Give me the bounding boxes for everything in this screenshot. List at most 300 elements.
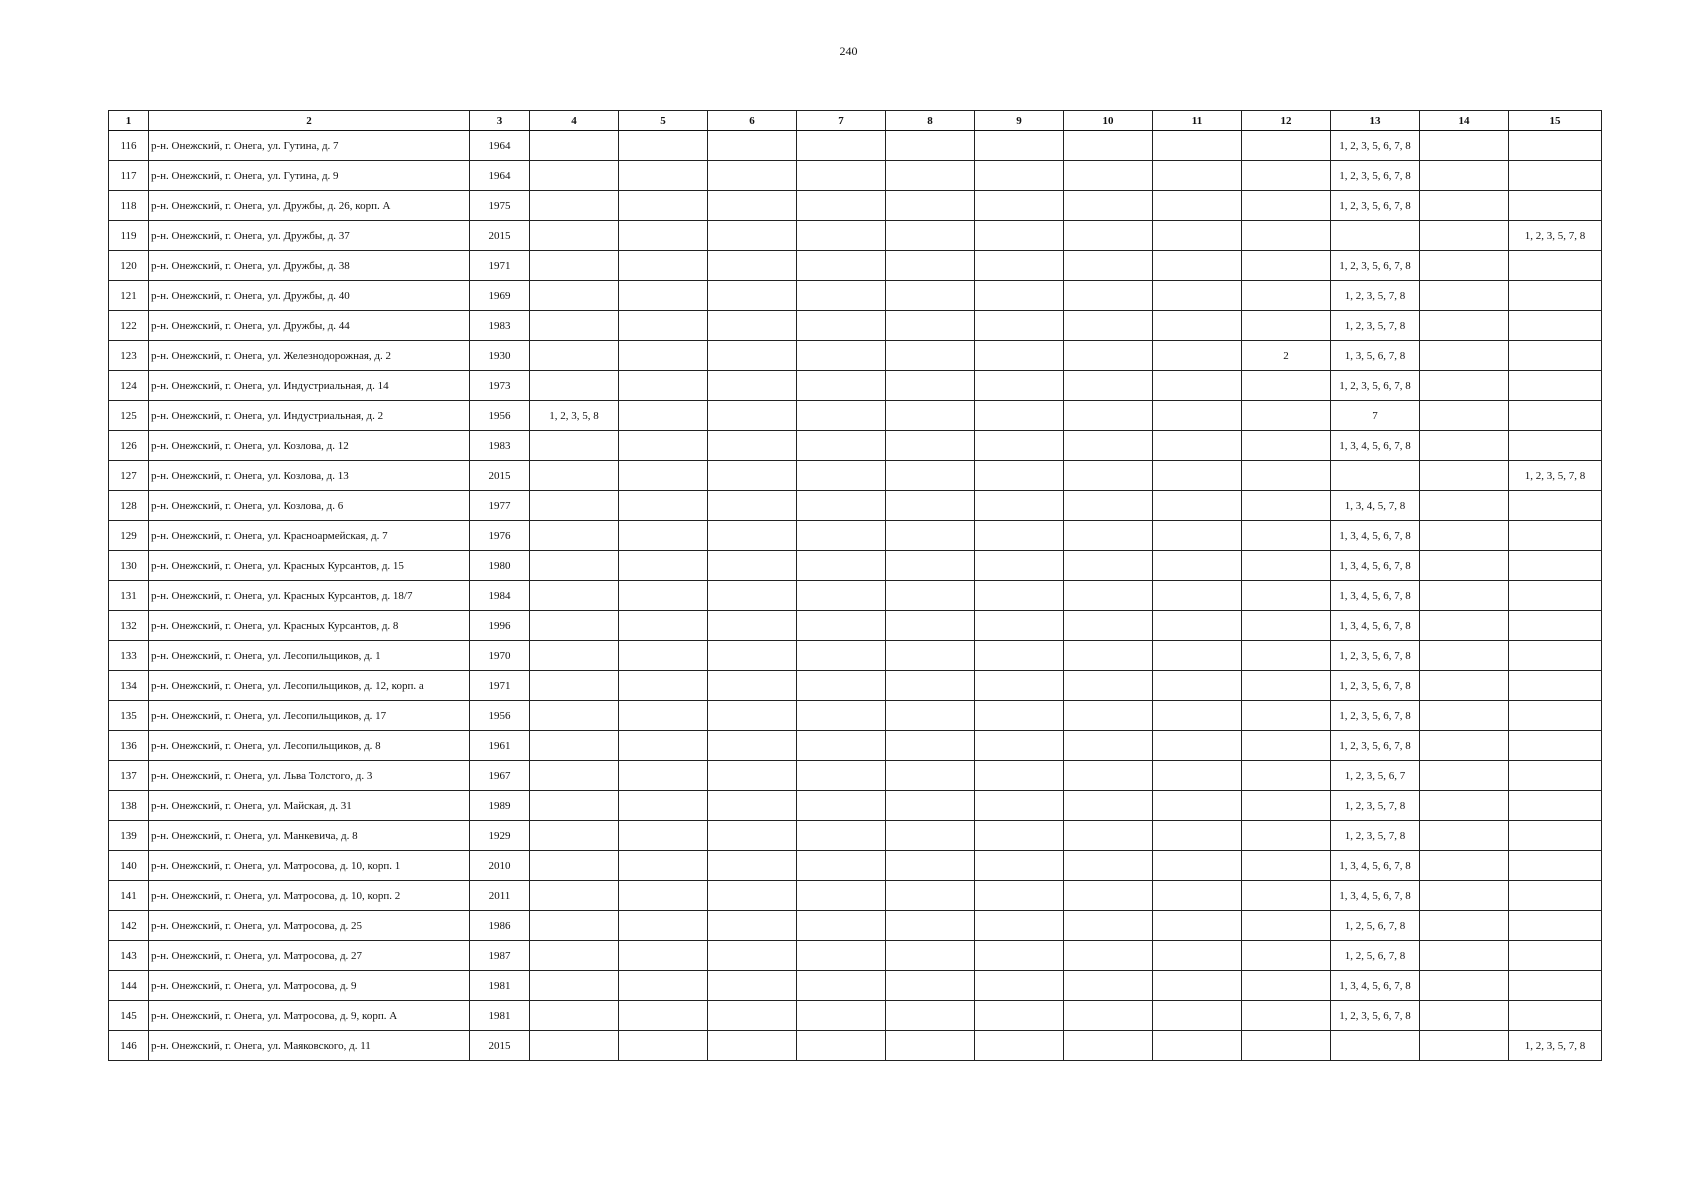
table-cell [619,971,708,1001]
table-row [109,521,1602,551]
table-cell [886,611,975,641]
table-cell [797,131,886,161]
table-cell [1064,131,1153,161]
table-cell [530,761,619,791]
table-cell [886,821,975,851]
table-cell [975,941,1064,971]
table-cell [708,821,797,851]
table-cell [1331,221,1420,251]
table-cell [619,731,708,761]
table-cell [797,1031,886,1061]
table-row [109,641,1602,671]
table-cell [530,671,619,701]
table-cell [619,371,708,401]
row-number-cell: 122 [109,311,149,341]
address-cell: р-н. Онежский, г. Онега, ул. Манкевича, д. 8 [149,821,470,851]
table-cell [1242,491,1331,521]
table-cell [975,131,1064,161]
table-cell [1153,371,1242,401]
address-cell: р-н. Онежский, г. Онега, ул. Матросова, д. 10, корп. 2 [149,881,470,911]
table-cell [1064,281,1153,311]
table-row [109,671,1602,701]
table-cell: 1, 3, 5, 6, 7, 8 [1331,341,1420,371]
table-cell [1509,731,1602,761]
table-cell [797,371,886,401]
address-cell: р-н. Онежский, г. Онега, ул. Козлова, д. 12 [149,431,470,461]
table-cell: 1, 2, 3, 5, 6, 7, 8 [1331,1001,1420,1031]
table-cell [1064,671,1153,701]
table-cell [1064,251,1153,281]
table-row [109,701,1602,731]
table-cell [886,341,975,371]
table-cell [1064,1031,1153,1061]
table-header [109,111,1602,131]
table-cell [1153,551,1242,581]
table-cell [708,461,797,491]
row-number-cell: 125 [109,401,149,431]
table-cell [1242,401,1331,431]
table-cell [530,341,619,371]
table-cell [530,641,619,671]
table-cell [797,821,886,851]
address-cell: р-н. Онежский, г. Онега, ул. Лесопильщиков, д. 12, корп. а [149,671,470,701]
table-cell [1509,581,1602,611]
address-cell: р-н. Онежский, г. Онега, ул. Красноармейская, д. 7 [149,521,470,551]
row-number-cell: 123 [109,341,149,371]
table-cell [619,911,708,941]
table-cell [619,611,708,641]
year-cell: 1986 [470,911,530,941]
table-cell [1509,281,1602,311]
table-cell [1242,551,1331,581]
row-number-cell: 116 [109,131,149,161]
table-cell [1153,611,1242,641]
table-cell: 1, 3, 4, 5, 6, 7, 8 [1331,851,1420,881]
table-cell [619,941,708,971]
table-cell [886,371,975,401]
table-row [109,1001,1602,1031]
table-cell [886,671,975,701]
table-cell [1509,551,1602,581]
table-cell [797,791,886,821]
table-cell [886,191,975,221]
table-cell: 1, 2, 3, 5, 8 [530,401,619,431]
table-cell [708,521,797,551]
table-cell [1420,431,1509,461]
table-cell [975,221,1064,251]
table-cell [530,941,619,971]
table-cell [708,551,797,581]
row-number-cell: 132 [109,611,149,641]
table-cell [1509,161,1602,191]
table-cell [708,431,797,461]
table-cell [530,881,619,911]
address-cell: р-н. Онежский, г. Онега, ул. Гутина, д. 7 [149,131,470,161]
table-cell [1331,1031,1420,1061]
year-cell: 1977 [470,491,530,521]
address-cell: р-н. Онежский, г. Онега, ул. Красных Курсантов, д. 8 [149,611,470,641]
row-number-cell: 126 [109,431,149,461]
table-cell [1242,731,1331,761]
table-cell [1064,611,1153,641]
table-cell [1509,791,1602,821]
row-number-cell: 118 [109,191,149,221]
table-cell [1153,701,1242,731]
table-row [109,581,1602,611]
table-cell: 1, 2, 3, 5, 7, 8 [1509,1031,1602,1061]
year-cell: 1996 [470,611,530,641]
table-cell [1420,911,1509,941]
table-cell [975,371,1064,401]
table-cell [797,221,886,251]
year-cell: 1973 [470,371,530,401]
table-cell [1153,311,1242,341]
table-cell [797,641,886,671]
year-cell: 1980 [470,551,530,581]
table-cell [530,191,619,221]
column-header-7: 7 [797,111,886,131]
year-cell: 1967 [470,761,530,791]
table-cell [1509,941,1602,971]
table-cell [975,731,1064,761]
table-cell [708,341,797,371]
table-cell [886,551,975,581]
table-cell [1420,251,1509,281]
table-cell [1420,611,1509,641]
housing-register-table [108,110,1602,1061]
table-cell [1153,191,1242,221]
table-cell [619,131,708,161]
table-cell [1509,911,1602,941]
table-cell [1242,821,1331,851]
table-cell [975,821,1064,851]
table-cell: 1, 2, 5, 6, 7, 8 [1331,911,1420,941]
table-cell [1064,581,1153,611]
row-number-cell: 127 [109,461,149,491]
table-row [109,221,1602,251]
table-cell [1242,791,1331,821]
address-cell: р-н. Онежский, г. Онега, ул. Дружбы, д. 40 [149,281,470,311]
table-cell [886,491,975,521]
table-cell [619,851,708,881]
table-cell [797,461,886,491]
table-row [109,311,1602,341]
column-header-12: 12 [1242,111,1331,131]
table-cell [1153,401,1242,431]
year-cell: 1956 [470,401,530,431]
table-cell [1420,491,1509,521]
table-cell [975,881,1064,911]
table-row [109,131,1602,161]
table-cell [1420,731,1509,761]
column-header-3: 3 [470,111,530,131]
table-cell [797,311,886,341]
table-cell [1153,221,1242,251]
table-cell: 1, 3, 4, 5, 6, 7, 8 [1331,581,1420,611]
table-cell [886,791,975,821]
table-cell [708,131,797,161]
table-row [109,251,1602,281]
address-cell: р-н. Онежский, г. Онега, ул. Гутина, д. 9 [149,161,470,191]
year-cell: 1984 [470,581,530,611]
table-cell [1242,581,1331,611]
address-cell: р-н. Онежский, г. Онега, ул. Красных Курсантов, д. 15 [149,551,470,581]
table-row [109,191,1602,221]
table-cell [975,401,1064,431]
row-number-cell: 139 [109,821,149,851]
table-cell [886,461,975,491]
table-cell [886,251,975,281]
table-cell [886,311,975,341]
table-cell [530,311,619,341]
year-cell: 1971 [470,251,530,281]
table-cell [1242,851,1331,881]
table-cell [530,791,619,821]
column-header-4: 4 [530,111,619,131]
table-cell [1064,971,1153,1001]
table-cell [1064,401,1153,431]
table-cell [886,431,975,461]
address-cell: р-н. Онежский, г. Онега, ул. Железнодорожная, д. 2 [149,341,470,371]
table-cell [708,851,797,881]
table-cell [1153,641,1242,671]
address-cell: р-н. Онежский, г. Онега, ул. Дружбы, д. 37 [149,221,470,251]
table-cell [708,701,797,731]
table-cell [886,521,975,551]
table-row [109,461,1602,491]
year-cell: 1975 [470,191,530,221]
table-cell [619,701,708,731]
table-cell [797,611,886,641]
table-cell [708,641,797,671]
table-cell [530,161,619,191]
table-cell [1509,881,1602,911]
table-cell [886,221,975,251]
table-cell [530,701,619,731]
table-cell [1153,851,1242,881]
table-cell [1420,371,1509,401]
address-cell: р-н. Онежский, г. Онега, ул. Матросова, д. 25 [149,911,470,941]
table-cell: 1, 2, 3, 5, 7, 8 [1509,461,1602,491]
address-cell: р-н. Онежский, г. Онега, ул. Матросова, д. 9 [149,971,470,1001]
row-number-cell: 145 [109,1001,149,1031]
table-cell [797,191,886,221]
table-cell [1153,131,1242,161]
table-cell [619,881,708,911]
table-cell [530,431,619,461]
year-cell: 1976 [470,521,530,551]
row-number-cell: 128 [109,491,149,521]
table-cell [530,1001,619,1031]
table-cell [708,191,797,221]
table-cell [1420,281,1509,311]
table-cell [1153,671,1242,701]
table-cell [1242,641,1331,671]
table-cell [1242,761,1331,791]
address-cell: р-н. Онежский, г. Онега, ул. Лесопильщиков, д. 1 [149,641,470,671]
table-cell [886,1031,975,1061]
table-cell [975,251,1064,281]
table-cell [619,761,708,791]
address-cell: р-н. Онежский, г. Онега, ул. Майская, д. 31 [149,791,470,821]
table-cell [708,491,797,521]
table-row [109,851,1602,881]
table-cell [975,521,1064,551]
table-cell [975,281,1064,311]
table-cell [1242,911,1331,941]
table-cell [1153,581,1242,611]
table-cell [886,1001,975,1031]
year-cell: 1969 [470,281,530,311]
table-cell [530,461,619,491]
table-cell [708,221,797,251]
table-cell [975,641,1064,671]
table-cell [1242,701,1331,731]
table-cell [1420,461,1509,491]
table-cell [1420,1001,1509,1031]
table-cell [797,251,886,281]
table-cell [1420,791,1509,821]
table-cell [975,311,1064,341]
table-cell [1064,641,1153,671]
table-cell [797,701,886,731]
table-cell [530,1031,619,1061]
page-number: 240 [839,44,858,58]
year-cell: 1983 [470,311,530,341]
year-cell: 1970 [470,641,530,671]
table-cell [1509,251,1602,281]
table-cell [1420,671,1509,701]
column-header-15: 15 [1509,111,1602,131]
table-cell [1153,761,1242,791]
table-cell [975,701,1064,731]
table-row [109,881,1602,911]
table-cell [1153,971,1242,1001]
table-cell [530,371,619,401]
table-cell [619,431,708,461]
table-cell [1153,161,1242,191]
year-cell: 2015 [470,221,530,251]
table-cell [1064,701,1153,731]
table-cell [1420,941,1509,971]
table-cell [708,761,797,791]
address-cell: р-н. Онежский, г. Онега, ул. Дружбы, д. 38 [149,251,470,281]
row-number-cell: 120 [109,251,149,281]
table-cell [619,671,708,701]
table-cell [1064,521,1153,551]
table-cell [1153,251,1242,281]
table-cell [797,851,886,881]
column-header-10: 10 [1064,111,1153,131]
row-number-cell: 144 [109,971,149,1001]
table-cell [1242,281,1331,311]
table-cell: 2 [1242,341,1331,371]
table-cell [619,521,708,551]
year-cell: 1983 [470,431,530,461]
table-cell [797,671,886,701]
table-cell [619,221,708,251]
table-cell [1153,731,1242,761]
table-cell [886,881,975,911]
table-cell [1242,461,1331,491]
table-cell: 1, 3, 4, 5, 7, 8 [1331,491,1420,521]
table-cell [1064,821,1153,851]
table-cell [1420,221,1509,251]
table-cell [1064,851,1153,881]
row-number-cell: 142 [109,911,149,941]
table-cell [1420,881,1509,911]
table-cell [1509,401,1602,431]
address-cell: р-н. Онежский, г. Онега, ул. Дружбы, д. 26, корп. А [149,191,470,221]
table-cell [708,1001,797,1031]
table-cell [530,131,619,161]
table-cell [1153,911,1242,941]
address-cell: р-н. Онежский, г. Онега, ул. Дружбы, д. 44 [149,311,470,341]
table-cell [708,791,797,821]
table-cell [530,551,619,581]
table-cell [886,641,975,671]
column-header-6: 6 [708,111,797,131]
table-cell [1153,881,1242,911]
table-row [109,611,1602,641]
table-cell [1064,911,1153,941]
table-cell: 1, 3, 4, 5, 6, 7, 8 [1331,971,1420,1001]
table-cell: 1, 2, 3, 5, 7, 8 [1331,791,1420,821]
header-row [109,111,1602,131]
table-row [109,761,1602,791]
table-row [109,911,1602,941]
table-cell [797,581,886,611]
table-cell [619,281,708,311]
address-cell: р-н. Онежский, г. Онега, ул. Матросова, д. 27 [149,941,470,971]
table-cell [1242,1031,1331,1061]
table-cell [886,911,975,941]
table-cell [1064,431,1153,461]
table-cell: 1, 2, 3, 5, 6, 7, 8 [1331,731,1420,761]
table-cell [1509,641,1602,671]
table-cell [708,671,797,701]
table-cell [1509,611,1602,641]
year-cell: 1956 [470,701,530,731]
table-cell [975,491,1064,521]
table-cell [1064,461,1153,491]
table-cell [1509,821,1602,851]
table-cell [797,401,886,431]
table-row [109,821,1602,851]
table-cell [1420,1031,1509,1061]
year-cell: 1964 [470,161,530,191]
table-row [109,371,1602,401]
table-cell [1064,161,1153,191]
address-cell: р-н. Онежский, г. Онега, ул. Козлова, д. 6 [149,491,470,521]
table-cell [975,161,1064,191]
table-cell [1064,941,1153,971]
table-cell [975,461,1064,491]
table-cell [1153,1031,1242,1061]
table-cell [797,971,886,1001]
year-cell: 2011 [470,881,530,911]
table-cell [1420,341,1509,371]
table-cell [1242,941,1331,971]
table-cell [708,911,797,941]
table-cell [1064,791,1153,821]
table-cell [530,611,619,641]
table-cell [530,731,619,761]
table-cell [1509,1001,1602,1031]
column-header-5: 5 [619,111,708,131]
table-cell [1420,851,1509,881]
table-cell: 1, 2, 3, 5, 6, 7, 8 [1331,251,1420,281]
